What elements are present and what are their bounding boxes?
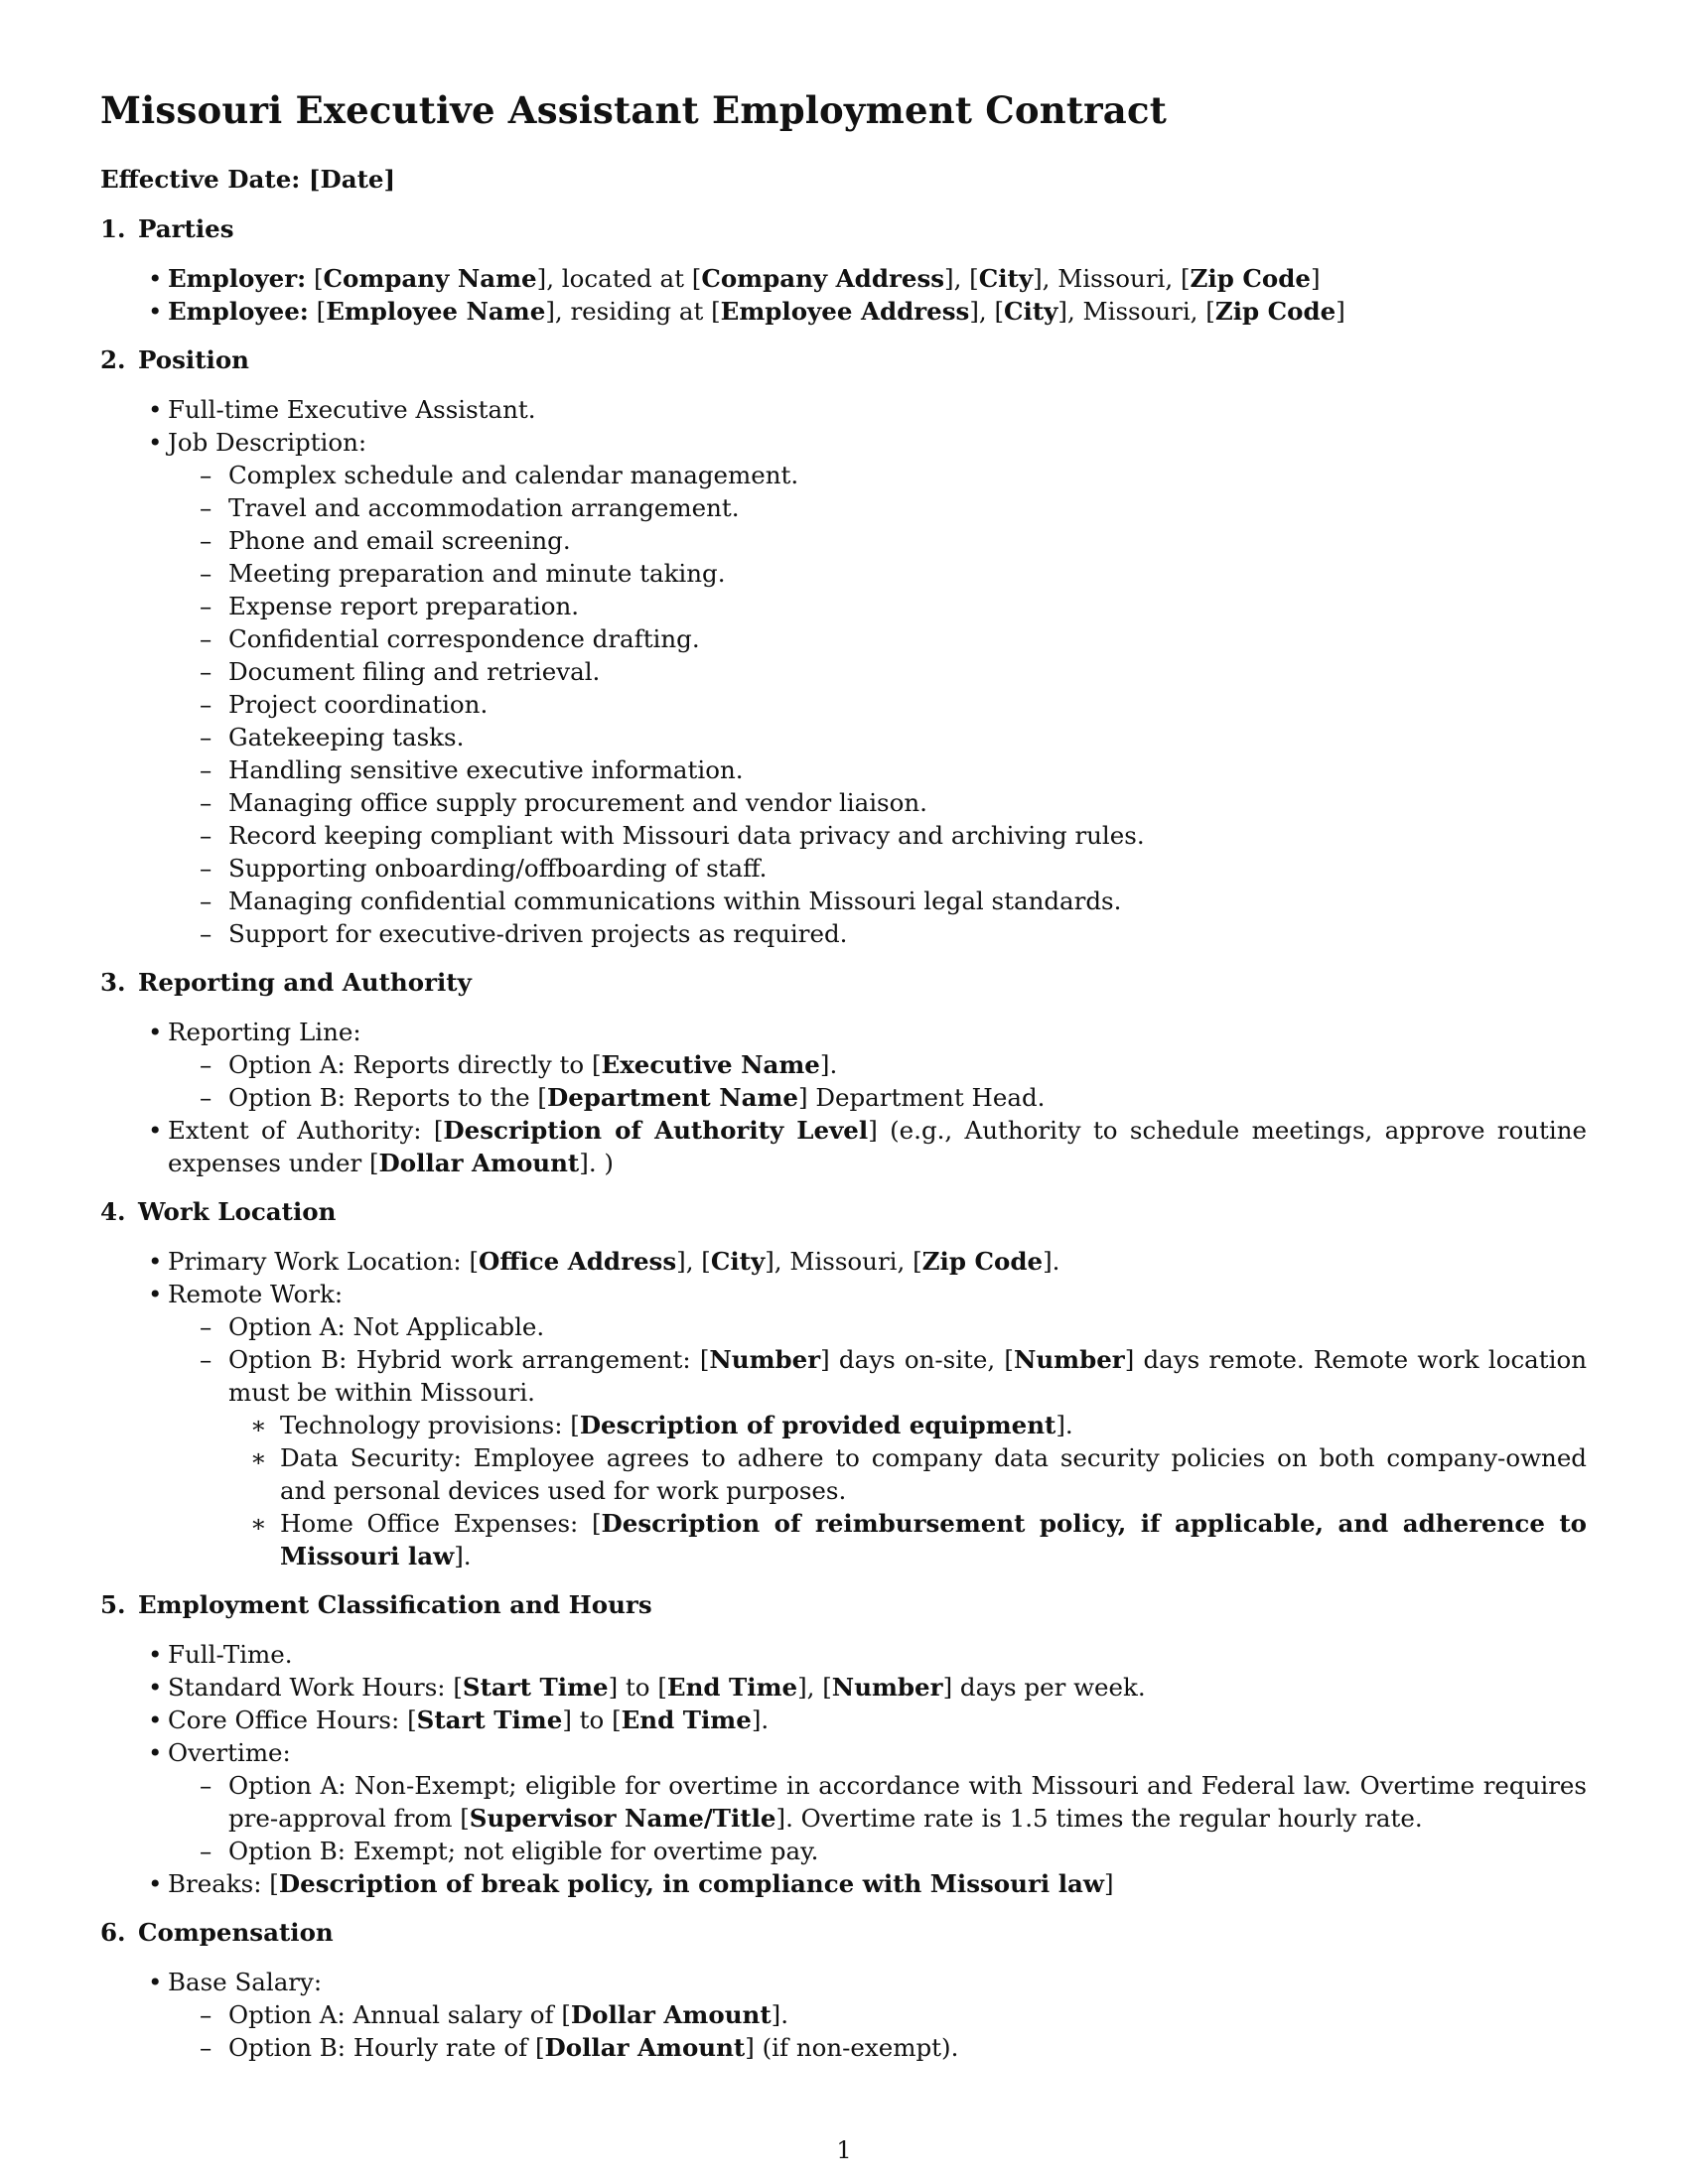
list-item: • Full-time Executive Assistant.: [100, 393, 1587, 426]
placeholder-field: [Start Time]: [407, 1706, 572, 1734]
placeholder-field: [Number]: [822, 1673, 953, 1702]
sub-sub-item: ∗ Home Office Expenses: [Description of reimbursement policy, if applicable, and adherence to Missouri law].: [100, 1507, 1587, 1572]
sub-sub-item: ∗ Data Security: Employee agrees to adhere to company data security policies on both company-owned and personal devices used for work purposes.: [100, 1441, 1587, 1507]
document-body: [100, 212, 1587, 2080]
placeholder-field: [Dollar Amount]: [561, 2000, 781, 2029]
duties-list: [168, 459, 1587, 950]
duty-item: – Support for executive-driven projects as required.: [100, 917, 1587, 950]
duty-item: – Complex schedule and calendar management.: [100, 459, 1587, 491]
list-item-overtime: • Overtime: – Option A: Non-Exempt; eligible for overtime in accordance with Missouri and Federal law. Overtime requires pre-approval from [Supervisor Name/Title]. Overtime rate is 1.5 times the regular hourly rate. – Option B: Exempt; not eligible for overtime pay.: [100, 1736, 1587, 1867]
sub-item: – Option B: Hourly rate of [Dollar Amount] (if non-exempt).: [100, 2031, 1587, 2064]
duty-item: – Meeting preparation and minute taking.: [100, 557, 1587, 590]
sub-item: – Option A: Reports directly to [Executive Name].: [100, 1048, 1587, 1081]
sub-item: – Option A: Non-Exempt; eligible for overtime in accordance with Missouri and Federal law. Overtime requires pre-approval from [Supervisor Name/Title]. Overtime rate is 1.5 times the regular hourly rate.: [100, 1769, 1587, 1835]
placeholder-field: [Department Name]: [537, 1083, 808, 1112]
document-title: Missouri Executive Assistant Employment Contract: [100, 88, 1168, 132]
list-item-authority: • Extent of Authority: [Description of Authority Level] (e.g., Authority to schedule meetings, approve routine expenses under [Dollar Amount]. ): [100, 1114, 1587, 1179]
duty-item: – Document filing and retrieval.: [100, 655, 1587, 688]
section-parties: [100, 212, 1587, 328]
placeholder-field: [Description of Authority Level]: [433, 1116, 878, 1145]
placeholder-field: [City]: [701, 1247, 774, 1276]
duty-item: – Phone and email screening.: [100, 524, 1587, 557]
placeholder-field: [Dollar Amount]: [368, 1149, 589, 1177]
effective-date: Effective Date: [Date]: [100, 165, 396, 194]
placeholder-field: [Dollar Amount]: [534, 2033, 755, 2062]
placeholder-field: [Description of break policy, in compliance with Missouri law]: [269, 1869, 1114, 1898]
placeholder-field: [End Time]: [612, 1706, 762, 1734]
section-heading: 6. Compensation: [100, 1918, 334, 1947]
list-item-employee: • Employee: [Employee Name], residing at [Employee Address], [City], Missouri, [Zip Code]: [100, 295, 1587, 328]
list-item-breaks: • Breaks: [Description of break policy, in compliance with Missouri law]: [100, 1867, 1587, 1900]
section-reporting: [100, 966, 1587, 1179]
list-item-employer: • Employer: [Company Name], located at [Company Address], [City], Missouri, [Zip Code]: [100, 262, 1587, 295]
section-compensation: [100, 1916, 1587, 2064]
duty-item: – Managing confidential communications within Missouri legal standards.: [100, 885, 1587, 917]
duty-item: – Travel and accommodation arrangement.: [100, 491, 1587, 524]
placeholder-field: [Office Address]: [469, 1247, 686, 1276]
list-item: • Full-Time.: [100, 1638, 1587, 1671]
sub-item: – Option A: Annual salary of [Dollar Amount].: [100, 1998, 1587, 2031]
section-heading: 4. Work Location: [100, 1197, 337, 1226]
page-number: 1: [836, 2136, 852, 2164]
sub-item: – Option A: Not Applicable.: [100, 1310, 1587, 1343]
section-classification-hours: [100, 1588, 1587, 1900]
placeholder-field: [Zip Code]: [913, 1247, 1053, 1276]
section-heading: 5. Employment Classification and Hours: [100, 1590, 652, 1619]
section-heading: 1. Parties: [100, 214, 234, 243]
sub-item: – Option B: Hybrid work arrangement: [Number] days on-site, [Number] days remote. Remote work location must be within Missouri. ∗ Technology provisions: [Description of provided equipment]. ∗ Data Security: Employee agrees to adhere to company data security policies on both company-owned and personal devices used for work purposes. ∗ Home Office Expenses: [Description of reimbursement policy, if applicable, and adherence to Missouri law].: [100, 1343, 1587, 1572]
duty-item: – Gatekeeping tasks.: [100, 721, 1587, 753]
duty-item: – Expense report preparation.: [100, 590, 1587, 622]
duty-item: – Supporting onboarding/offboarding of staff.: [100, 852, 1587, 885]
duty-item: – Project coordination.: [100, 688, 1587, 721]
duty-item: – Record keeping compliant with Missouri data privacy and archiving rules.: [100, 819, 1587, 852]
sub-sub-item: ∗ Technology provisions: [Description of provided equipment].: [100, 1409, 1587, 1441]
list-item-job-description: • Job Description: – Complex schedule and calendar management. – Travel and accommodation arrangement. – Phone and email screening. – Meeting preparation and minute taking. – Expense report preparation. – Confidential correspondence drafting. – Document filing and retrieval. – Project coordination. – Gatekeeping tasks. – Handling sensitive executive information. – Managing office supply procurement and vendor liaison. – Record keeping compliant with Missouri data privacy and archiving rules. – Supporting onboarding/offboarding of staff. – Managing confidential communications within Missouri legal standards. – Support for executive-driven projects as required.: [100, 426, 1587, 950]
list-item-base-salary: • Base Salary: – Option A: Annual salary of [Dollar Amount]. – Option B: Hourly rate of [Dollar Amount] (if non-exempt).: [100, 1966, 1587, 2064]
placeholder-field: [Start Time]: [453, 1673, 619, 1702]
duty-item: – Managing office supply procurement and vendor liaison.: [100, 786, 1587, 819]
placeholder-field: [Number]: [1004, 1345, 1135, 1374]
placeholder-field: [End Time]: [657, 1673, 807, 1702]
section-heading: 3. Reporting and Authority: [100, 968, 472, 997]
list-item-standard-hours: • Standard Work Hours: [Start Time] to [End Time], [Number] days per week.: [100, 1671, 1587, 1704]
list-item-primary-location: • Primary Work Location: [Office Address], [City], Missouri, [Zip Code].: [100, 1245, 1587, 1278]
section-position: [100, 343, 1587, 950]
list-item-remote: • Remote Work: – Option A: Not Applicable. – Option B: Hybrid work arrangement: [Number] days on-site, [Number] days remote. Remote work location must be within Missouri. ∗ Technology provisions: [Description of provided equipment]. ∗ Data Security: Employee agrees to adhere to company data security policies on both company-owned and personal devices used for work purposes. ∗ Home Office Expenses: [Description of reimbursement policy, if applicable, and adherence to Missouri law].: [100, 1278, 1587, 1572]
placeholder-field: [Supervisor Name/Title]: [460, 1804, 786, 1833]
list-item-core-hours: • Core Office Hours: [Start Time] to [End Time].: [100, 1704, 1587, 1736]
placeholder-field: [Description of reimbursement policy, if applicable, and adherence to Missouri law]: [280, 1509, 1588, 1570]
placeholder-field: [Executive Name]: [591, 1050, 830, 1079]
duty-item: – Confidential correspondence drafting.: [100, 622, 1587, 655]
sub-item: – Option B: Exempt; not eligible for overtime pay.: [100, 1835, 1587, 1867]
placeholder-field: [Description of provided equipment]: [570, 1411, 1065, 1439]
section-work-location: [100, 1195, 1587, 1572]
duty-item: – Handling sensitive executive information.: [100, 753, 1587, 786]
placeholder-field: [Number]: [699, 1345, 830, 1374]
list-item-reporting-line: • Reporting Line: – Option A: Reports directly to [Executive Name]. – Option B: Reports to the [Department Name] Department Head.: [100, 1016, 1587, 1114]
sub-item: – Option B: Reports to the [Department Name] Department Head.: [100, 1081, 1587, 1114]
section-heading: 2. Position: [100, 345, 249, 374]
